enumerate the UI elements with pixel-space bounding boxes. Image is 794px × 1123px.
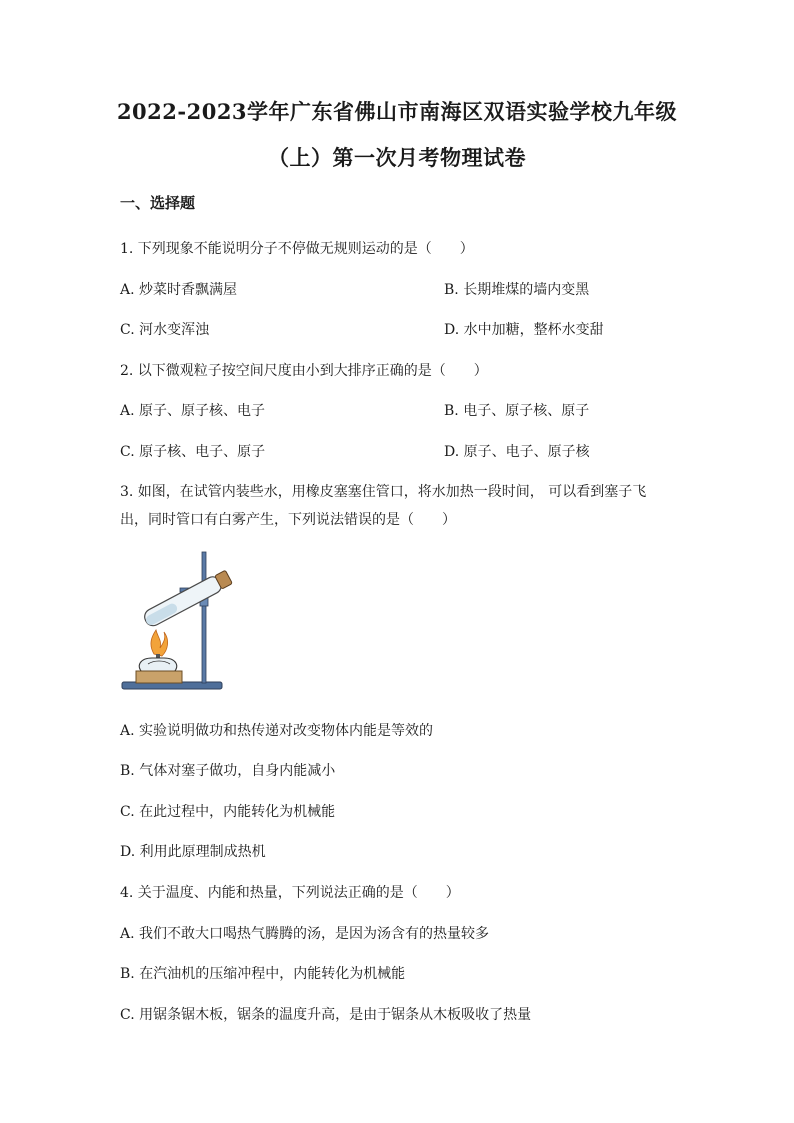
- question-3-option-d: D. 利用此原理制成热机: [120, 844, 266, 860]
- exam-title-line-2: （上）第一次月考物理试卷: [268, 145, 526, 170]
- question-2-option-a: A. 原子、原子核、电子: [120, 403, 266, 419]
- question-1-option-d: D. 水中加糖，整杯水变甜: [444, 322, 604, 338]
- question-2-stem: 2. 以下微观粒子按空间尺度由小到大排序正确的是（ ）: [120, 363, 488, 379]
- question-1-option-b: B. 长期堆煤的墙内变黑: [444, 282, 590, 298]
- question-3-option-c: C. 在此过程中，内能转化为机械能: [120, 804, 336, 820]
- exam-title-line-1: 2022-2023学年广东省佛山市南海区双语实验学校九年级: [116, 99, 678, 124]
- question-2-option-b: B. 电子、原子核、原子: [444, 403, 590, 419]
- question-1-option-c: C. 河水变浑浊: [120, 322, 210, 338]
- question-1-stem: 1. 下列现象不能说明分子不停做无规则运动的是（ ）: [120, 241, 474, 257]
- question-3-stem-line-1: 3. 如图，在试管内装些水，用橡皮塞塞住管口，将水加热一段时间， 可以看到塞子飞: [120, 484, 647, 500]
- question-4-option-a: A. 我们不敢大口喝热气腾腾的汤，是因为汤含有的热量较多: [120, 926, 490, 942]
- question-1-option-a: A. 炒菜时香飘满屋: [120, 282, 238, 298]
- section-heading: 一、选择题: [120, 194, 196, 212]
- flame: [151, 630, 168, 656]
- question-2-option-d: D. 原子、电子、原子核: [444, 444, 590, 460]
- question-4-option-c: C. 用锯条锯木板，锯条的温度升高，是由于锯条从木板吸收了热量: [120, 1007, 532, 1023]
- test-tube: [142, 569, 233, 628]
- alcohol-lamp: [139, 658, 177, 672]
- test-tube-heating-apparatus-figure: [118, 548, 244, 696]
- question-2-option-c: C. 原子核、电子、原子: [120, 444, 266, 460]
- question-4-stem: 4. 关于温度、内能和热量，下列说法正确的是（ ）: [120, 885, 460, 901]
- question-4-option-b: B. 在汽油机的压缩冲程中，内能转化为机械能: [120, 966, 406, 982]
- question-3-option-a: A. 实验说明做功和热传递对改变物体内能是等效的: [120, 723, 434, 739]
- stand-rod: [202, 552, 206, 683]
- question-3-stem-line-2: 出，同时管口有白雾产生，下列说法错误的是（ ）: [120, 512, 456, 528]
- question-3-option-b: B. 气体对塞子做功，自身内能减小: [120, 763, 336, 779]
- lamp-block: [136, 671, 182, 683]
